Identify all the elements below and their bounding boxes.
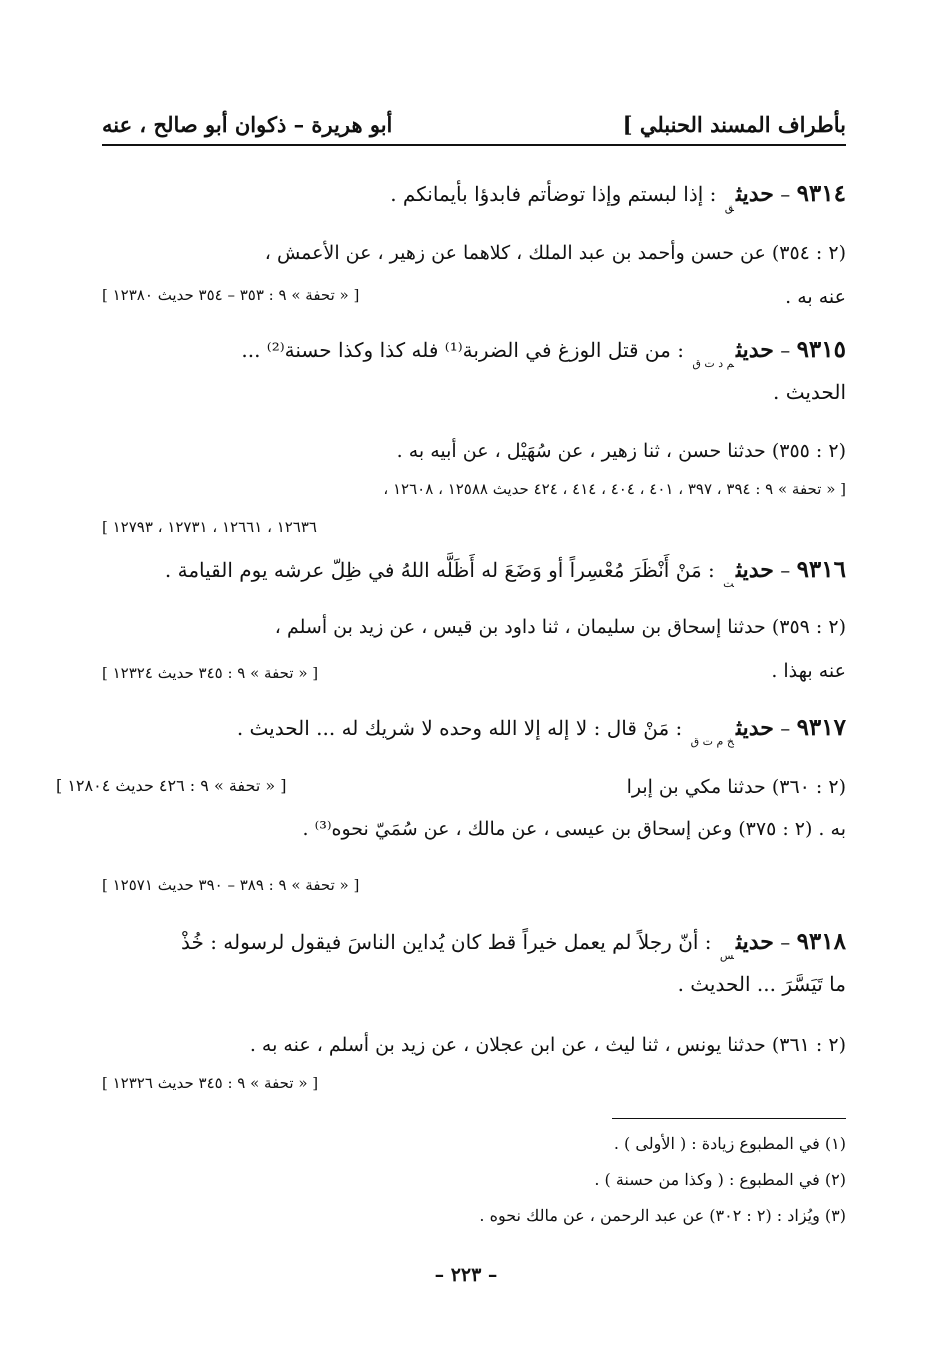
hadith-text: : مَنْ قال : لا إله إلا الله وحده لا شريك له ... الحديث . (236, 716, 683, 740)
page-number: – ٢٢٣ – (434, 1264, 498, 1286)
entry-9318-tuhfa-ref: [ « تحفة » ٩ : ٣٤٥ حديث ١٢٣٢٦ ] (102, 1074, 319, 1092)
footnote-rule (612, 1118, 846, 1119)
source-sigla: ق (724, 201, 734, 214)
entry-9318-chain: (٢ : ٣٦١) حدثنا يونس ، ثنا ليث ، عن ابن عجلان ، عن زيد بن أسلم ، عنه به . (249, 1034, 846, 1056)
entry-9315-text-cont: الحديث . (773, 380, 846, 404)
source-sigla: س (719, 949, 734, 962)
footnote-3: (٣) ويُزاد : (٢ : ٣٠٢) عن عبد الرحمن ، عن مالك نحوه . (479, 1206, 846, 1225)
source-sigla: خ م ت ق (690, 735, 734, 748)
hadith-keyword: حديث (735, 557, 774, 583)
entry-9317-heading: ٩٣١٧ – حديث$_{خ م ت ق}$ : مَنْ قال : لا إله إلا الله وحده لا شريك له ... الحديث . (236, 714, 846, 748)
source-sigla: ت (723, 577, 734, 590)
hadith-keyword: حديث (735, 181, 774, 207)
footnote-2: (٢) في المطبوع : ( وكذا من حسنة ) . (594, 1170, 846, 1189)
entry-9314-chain: (٢ : ٣٥٤) عن حسن وأحمد بن عبد الملك ، كلاهما عن زهير ، عن الأعمش ، (264, 242, 846, 264)
entry-number: ٩٣١٨ (796, 928, 846, 955)
hadith-keyword: حديث (735, 929, 774, 955)
entry-number: ٩٣١٦ (796, 556, 846, 583)
hadith-keyword: حديث (735, 715, 774, 741)
header-rule (102, 144, 846, 146)
entry-9315-heading: ٩٣١٥ – حديث$_{م د ت ق}$ : من قتل الوزغ في الضربة⁽¹⁾ فله كذا وكذا حسنة⁽²⁾ ... (241, 336, 846, 370)
hadith-keyword: حديث (735, 337, 774, 363)
entry-9316-heading: ٩٣١٦ – حديث$_ت$ : مَنْ أَنْظَرَ مُعْسِراً أو وَضَعَ له أَظَلَّه اللهُ في ظِلّ عرشه يوم القيامة . (164, 556, 846, 590)
entry-9316-chain: (٢ : ٣٥٩) حدثنا إسحاق بن سليمان ، ثنا داود بن قيس ، عن زيد بن أسلم ، (274, 616, 846, 638)
entry-9314-chain-cont: عنه به . (785, 286, 846, 308)
hadith-text: : إذا لبستم وإذا توضأتم فابدؤا بأيمانكم . (390, 182, 717, 206)
entry-9314-heading: ٩٣١٤ – حديث$_ق$ : إذا لبستم وإذا توضأتم فابدؤا بأيمانكم . (390, 180, 846, 214)
entry-number: ٩٣١٥ (796, 336, 846, 363)
entry-number: ٩٣١٧ (796, 714, 846, 741)
source-sigla: م د ت ق (692, 357, 734, 370)
entry-9315-tuhfa-ref-2: ١٢٦٣٦ ، ١٢٦٦١ ، ١٢٧٣١ ، ١٢٧٩٣ ] (102, 518, 317, 536)
running-header-right: بأطراف المسند الحنبلي ] (622, 112, 846, 137)
hadith-text: : مَنْ أَنْظَرَ مُعْسِراً أو وَضَعَ له أَظَلَّه اللهُ في ظِلّ عرشه يوم القيامة . (164, 558, 715, 582)
entry-9314-tuhfa-ref: [ « تحفة » ٩ : ٣٥٣ – ٣٥٤ حديث ١٢٣٨٠ ] (102, 286, 360, 304)
entry-9316-tuhfa-ref: [ « تحفة » ٩ : ٣٤٥ حديث ١٢٣٢٤ ] (102, 664, 319, 682)
footnote-1: (١) في المطبوع زيادة : ( الأولى ) . (613, 1134, 846, 1153)
entry-9318-text-cont: ما تَيَسَّرَ ... الحديث . (677, 972, 846, 996)
entry-9317-chain-cont: به . (٢ : ٣٧٥) وعن إسحاق بن عيسى ، عن مالك ، عن سُمَيّ نحوه⁽³⁾ . (302, 818, 846, 840)
entry-9316-chain-cont: عنه بهذا . (771, 660, 846, 682)
hadith-text: : من قتل الوزغ في الضربة⁽¹⁾ فله كذا وكذا حسنة⁽²⁾ ... (241, 338, 684, 362)
entry-9317-tuhfa-ref-inline: [ « تحفة » ٩ : ٤٢٦ حديث ١٢٨٠٤ ] (56, 776, 287, 795)
entry-9317-chain: (٢ : ٣٦٠) حدثنا مكي بن إبرا (626, 776, 846, 798)
entry-9315-tuhfa-ref-1: [ « تحفة » ٩ : ٣٩٤ ، ٣٩٧ ، ٤٠١ ، ٤٠٤ ، ٤١٤ ، ٤٢٤ حديث ١٢٥٨٨ ، ١٢٦٠٨ ، (383, 480, 846, 498)
entry-9315-chain: (٢ : ٣٥٥) حدثنا حسن ، ثنا زهير ، عن سُهَيْل ، عن أبيه به . (396, 440, 846, 462)
entry-number: ٩٣١٤ (796, 180, 846, 207)
entry-9318-heading: ٩٣١٨ – حديث$_س$ : أنّ رجلاً لم يعمل خيراً قط كان يُداين الناسَ فيقول لرسوله : خُذْ (180, 928, 846, 962)
hadith-text: : أنّ رجلاً لم يعمل خيراً قط كان يُداين الناسَ فيقول لرسوله : خُذْ (180, 930, 712, 954)
running-header-left: أبو هريرة – ذكوان أبو صالح ، عنه (102, 112, 393, 137)
entry-9317-tuhfa-ref: [ « تحفة » ٩ : ٣٨٩ – ٣٩٠ حديث ١٢٥٧١ ] (102, 876, 360, 894)
